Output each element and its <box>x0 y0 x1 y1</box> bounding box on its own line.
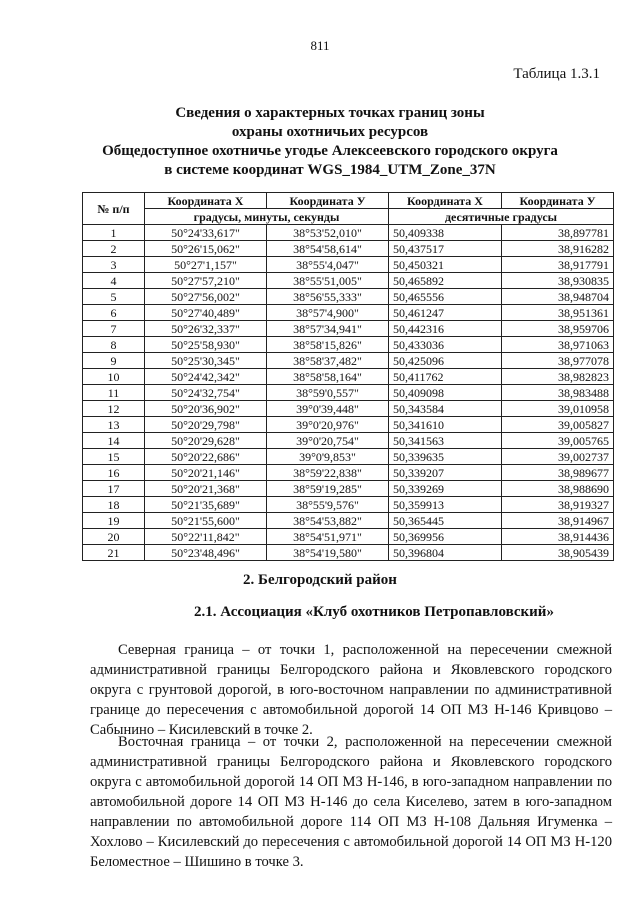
point-number-cell: 7 <box>83 321 145 337</box>
table-row <box>83 321 614 337</box>
point-number-cell: 12 <box>83 401 145 417</box>
coord-y-decimal-cell: 39,005827 <box>502 417 614 433</box>
header-coord-x-dec: Координата X <box>389 193 502 209</box>
coord-y-dms-cell: 38°55'51,005" <box>267 273 389 289</box>
coord-y-dms-cell: 39°0'9,853" <box>267 449 389 465</box>
coord-y-dms-cell: 38°55'9,576" <box>267 497 389 513</box>
table-row <box>83 369 614 385</box>
title-line: Общедоступное охотничье угодье Алексеевского городского округа <box>102 143 558 159</box>
coord-x-dms-cell: 50°20'22,686" <box>145 449 267 465</box>
coord-y-dms-cell: 38°54'58,614" <box>267 241 389 257</box>
point-number-cell: 3 <box>83 257 145 273</box>
coord-y-dms-cell: 39°0'39,448" <box>267 401 389 417</box>
coord-y-dms-cell: 38°54'51,971" <box>267 529 389 545</box>
coord-y-decimal-cell: 38,917791 <box>502 257 614 273</box>
coord-y-decimal-cell: 38,919327 <box>502 497 614 513</box>
coord-y-dms-cell: 38°55'4,047" <box>267 257 389 273</box>
coord-y-decimal-cell: 38,916282 <box>502 241 614 257</box>
coord-x-dms-cell: 50°24'33,617" <box>145 225 267 241</box>
coord-y-dms-cell: 38°53'52,010" <box>267 225 389 241</box>
coord-x-decimal-cell: 50,433036 <box>389 337 502 353</box>
coord-x-decimal-cell: 50,437517 <box>389 241 502 257</box>
point-number-cell: 10 <box>83 369 145 385</box>
coord-x-dms-cell: 50°20'36,902" <box>145 401 267 417</box>
coord-y-dms-cell: 38°56'55,333" <box>267 289 389 305</box>
point-number-cell: 15 <box>83 449 145 465</box>
point-number-cell: 4 <box>83 273 145 289</box>
header-coord-y-dec: Координата У <box>502 193 614 209</box>
title-line: Сведения о характерных точках границ зоны <box>175 105 485 121</box>
coord-x-dms-cell: 50°24'32,754" <box>145 385 267 401</box>
title-line: охраны охотничьих ресурсов <box>231 124 429 140</box>
document-title <box>60 104 600 180</box>
table-row <box>83 433 614 449</box>
table-row <box>83 465 614 481</box>
point-number-cell: 6 <box>83 305 145 321</box>
header-coord-y-dms: Координата У <box>267 193 389 209</box>
page-number: 811 <box>310 38 330 53</box>
table-row <box>83 257 614 273</box>
coord-y-decimal-cell: 38,914436 <box>502 529 614 545</box>
coord-y-decimal-cell: 39,010958 <box>502 401 614 417</box>
coord-y-dms-cell: 39°0'20,754" <box>267 433 389 449</box>
coord-x-decimal-cell: 50,339269 <box>389 481 502 497</box>
coord-x-dms-cell: 50°25'30,345" <box>145 353 267 369</box>
point-number-cell: 17 <box>83 481 145 497</box>
coord-x-dms-cell: 50°24'42,342" <box>145 369 267 385</box>
table-row <box>83 353 614 369</box>
coord-x-dms-cell: 50°21'55,600" <box>145 513 267 529</box>
table-row <box>83 273 614 289</box>
header-num: № п/п <box>83 193 145 225</box>
coord-y-dms-cell: 38°59'22,838" <box>267 465 389 481</box>
table-row <box>83 481 614 497</box>
point-number-cell: 11 <box>83 385 145 401</box>
table-row <box>83 513 614 529</box>
coord-y-decimal-cell: 39,002737 <box>502 449 614 465</box>
coordinates-table <box>82 192 614 561</box>
coord-x-decimal-cell: 50,365445 <box>389 513 502 529</box>
coord-x-dms-cell: 50°20'21,368" <box>145 481 267 497</box>
coord-y-dms-cell: 38°58'15,826" <box>267 337 389 353</box>
point-number-cell: 5 <box>83 289 145 305</box>
paragraph-north-border: Северная граница – от точки 1, расположенной на пересечении смежной административной границы Белгородского района и Яковлевского городского округа с грунтовой дорогой, в юго-восточном направлении по административной границе до пересечения с автомобильной дорогой 14 ОП МЗ Н-146 Кривцово – Сабынино – Кисилевский в точке 2. <box>90 642 612 738</box>
coord-x-decimal-cell: 50,461247 <box>389 305 502 321</box>
coord-y-decimal-cell: 38,982823 <box>502 369 614 385</box>
coord-y-decimal-cell: 38,988690 <box>502 481 614 497</box>
table-row <box>83 289 614 305</box>
table-row <box>83 401 614 417</box>
coord-x-decimal-cell: 50,409098 <box>389 385 502 401</box>
coord-y-decimal-cell: 38,897781 <box>502 225 614 241</box>
coord-x-decimal-cell: 50,465892 <box>389 273 502 289</box>
coord-x-dms-cell: 50°20'29,628" <box>145 433 267 449</box>
table-row <box>83 385 614 401</box>
coord-y-decimal-cell: 38,983488 <box>502 385 614 401</box>
coord-y-dms-cell: 38°54'19,580" <box>267 545 389 561</box>
coord-y-dms-cell: 39°0'20,976" <box>267 417 389 433</box>
coord-x-decimal-cell: 50,425096 <box>389 353 502 369</box>
point-number-cell: 8 <box>83 337 145 353</box>
coord-x-decimal-cell: 50,450321 <box>389 257 502 273</box>
coord-y-decimal-cell: 38,905439 <box>502 545 614 561</box>
coord-x-decimal-cell: 50,341610 <box>389 417 502 433</box>
point-number-cell: 14 <box>83 433 145 449</box>
point-number-cell: 19 <box>83 513 145 529</box>
coord-x-decimal-cell: 50,359913 <box>389 497 502 513</box>
point-number-cell: 16 <box>83 465 145 481</box>
point-number-cell: 20 <box>83 529 145 545</box>
coord-x-dms-cell: 50°27'40,489" <box>145 305 267 321</box>
table-body <box>83 225 614 561</box>
coord-x-decimal-cell: 50,411762 <box>389 369 502 385</box>
subheader-dms: градусы, минуты, секунды <box>145 209 389 225</box>
coord-y-dms-cell: 38°57'34,941" <box>267 321 389 337</box>
point-number-cell: 21 <box>83 545 145 561</box>
table-label: Таблица 1.3.1 <box>513 66 600 82</box>
coord-y-decimal-cell: 38,930835 <box>502 273 614 289</box>
table-row <box>83 545 614 561</box>
coord-y-dms-cell: 38°58'37,482" <box>267 353 389 369</box>
coord-x-dms-cell: 50°27'1,157" <box>145 257 267 273</box>
coord-x-decimal-cell: 50,339207 <box>389 465 502 481</box>
coord-y-decimal-cell: 38,914967 <box>502 513 614 529</box>
coord-x-dms-cell: 50°20'29,798" <box>145 417 267 433</box>
point-number-cell: 9 <box>83 353 145 369</box>
coord-x-dms-cell: 50°25'58,930" <box>145 337 267 353</box>
paragraph-east-border: Восточная граница – от точки 2, расположенной на пересечении смежной административной границы Белгородского района и Яковлевского городского округа с автомобильной дорогой 14 ОП МЗ Н-146, в юго-западном направлении по автомобильной дороге 14 ОП МЗ Н-146 до села Киселево, затем в юго-западном направлении по автомобильной дороге 114 ОП МЗ Н-108 Дальняя Игуменка – Хохлово – Кисилевский до пересечения с автомобильной дорогой 14 ОП МЗ Н-120 Беломестное – Шишино в точке 3. <box>90 734 612 870</box>
coord-y-dms-cell: 38°59'0,557" <box>267 385 389 401</box>
coord-x-decimal-cell: 50,339635 <box>389 449 502 465</box>
coord-x-dms-cell: 50°26'15,062" <box>145 241 267 257</box>
coord-y-decimal-cell: 38,959706 <box>502 321 614 337</box>
point-number-cell: 2 <box>83 241 145 257</box>
point-number-cell: 13 <box>83 417 145 433</box>
coord-y-decimal-cell: 38,989677 <box>502 465 614 481</box>
coord-x-decimal-cell: 50,343584 <box>389 401 502 417</box>
coord-y-decimal-cell: 38,948704 <box>502 289 614 305</box>
coord-y-dms-cell: 38°59'19,285" <box>267 481 389 497</box>
coord-y-decimal-cell: 38,951361 <box>502 305 614 321</box>
table-row <box>83 449 614 465</box>
coord-x-dms-cell: 50°27'57,210" <box>145 273 267 289</box>
coord-y-dms-cell: 38°54'53,882" <box>267 513 389 529</box>
table-row <box>83 225 614 241</box>
coord-x-decimal-cell: 50,442316 <box>389 321 502 337</box>
coord-x-dms-cell: 50°20'21,146" <box>145 465 267 481</box>
coord-x-dms-cell: 50°22'11,842" <box>145 529 267 545</box>
coord-x-decimal-cell: 50,396804 <box>389 545 502 561</box>
coord-x-decimal-cell: 50,341563 <box>389 433 502 449</box>
subheader-decimal: десятичные градусы <box>389 209 614 225</box>
table-row <box>83 305 614 321</box>
coord-x-decimal-cell: 50,409338 <box>389 225 502 241</box>
table-row <box>83 417 614 433</box>
point-number-cell: 1 <box>83 225 145 241</box>
table-row <box>83 337 614 353</box>
coord-x-dms-cell: 50°23'48,496" <box>145 545 267 561</box>
coord-y-decimal-cell: 39,005765 <box>502 433 614 449</box>
coord-x-dms-cell: 50°26'32,337" <box>145 321 267 337</box>
section-heading: 2. Белгородский район <box>243 572 397 588</box>
coord-x-decimal-cell: 50,465556 <box>389 289 502 305</box>
coord-y-decimal-cell: 38,977078 <box>502 353 614 369</box>
subsection-heading: 2.1. Ассоциация «Клуб охотников Петропавловский» <box>194 604 554 620</box>
point-number-cell: 18 <box>83 497 145 513</box>
coord-y-dms-cell: 38°57'4,900" <box>267 305 389 321</box>
coord-y-dms-cell: 38°58'58,164" <box>267 369 389 385</box>
title-line: в системе координат WGS_1984_UTM_Zone_37N <box>164 162 496 178</box>
coord-x-dms-cell: 50°21'35,689" <box>145 497 267 513</box>
table-row <box>83 241 614 257</box>
coord-x-dms-cell: 50°27'56,002" <box>145 289 267 305</box>
table-row <box>83 529 614 545</box>
coord-x-decimal-cell: 50,369956 <box>389 529 502 545</box>
coord-y-decimal-cell: 38,971063 <box>502 337 614 353</box>
table-row <box>83 497 614 513</box>
header-coord-x-dms: Координата X <box>145 193 267 209</box>
